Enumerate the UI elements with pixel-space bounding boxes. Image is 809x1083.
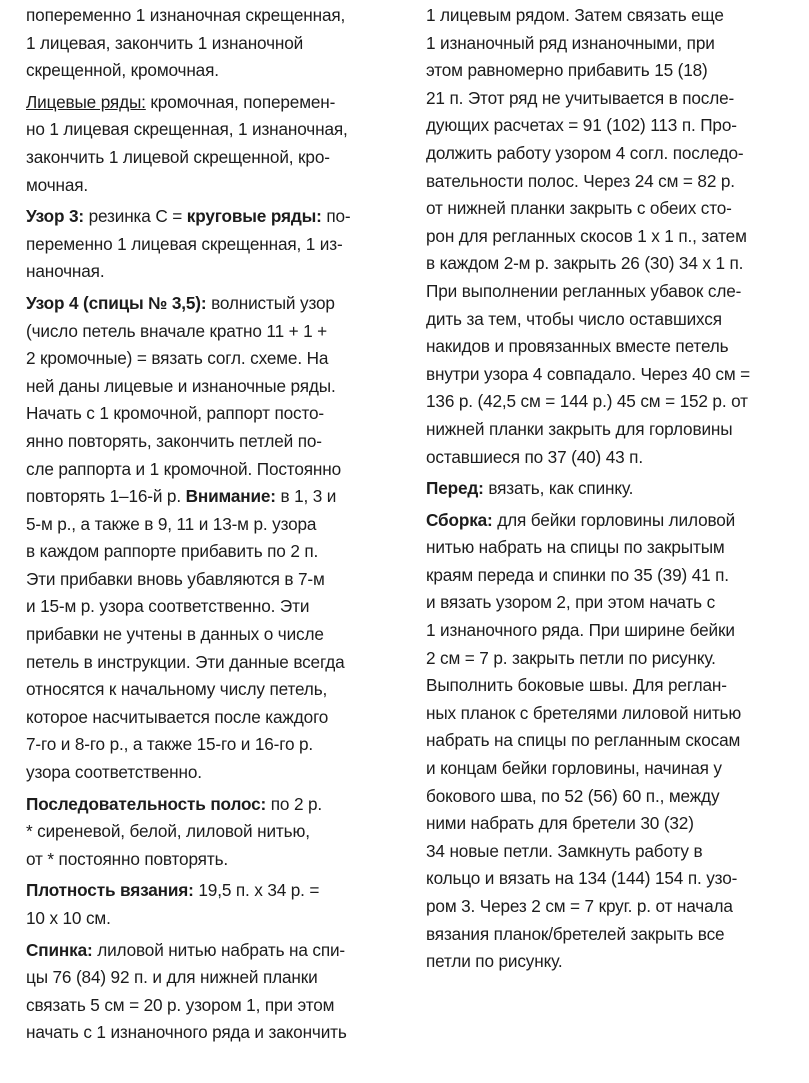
text-line: набрать на спицы по регланным скосам [426,730,741,751]
text-span: в 1, 3 и [275,486,337,507]
pattern-4-label: Узор 4 (спицы № 3,5): [26,292,207,313]
text-line: дить за тем, чтобы число оставшихся [426,308,722,329]
paragraph-back-continued [426,2,794,471]
gauge-label: Плотность вязания: [26,880,194,901]
text-line: в каждом раппорте прибавить по 2 п. [26,541,319,562]
paragraph-pattern-4 [26,290,394,787]
text-line: начать с 1 изнаночного ряда и закончить [26,1022,347,1043]
text-line: мочная. [26,174,89,195]
text-line: 7-го и 8-го р., а также 15-го и 16-го р. [26,734,314,755]
text-line: 34 новые петли. Замкнуть работу в [426,840,703,861]
text-line: 136 р. (42,5 см = 144 р.) 45 см = 152 р. от [426,391,748,412]
text-line: закончить 1 лицевой скрещенной, кро- [26,146,330,167]
assembly-label: Сборка: [426,509,493,530]
text-line: * сиреневой, белой, лиловой нитью, [26,821,310,842]
text-line: внутри узора 4 совпадало. Через 40 см = [426,363,751,384]
text-line: ных планок с бретелями лиловой нитью [426,702,742,723]
back-label: Спинка: [26,939,93,960]
text-line: 10 х 10 см. [26,908,111,928]
text-line: Начать с 1 кромочной, раппорт посто- [26,403,324,424]
text-line: оставшиеся по 37 (40) 43 п. [426,446,643,467]
text-line: но 1 лицевая скрещенная, 1 изнаночная, [26,119,348,140]
text-line: и вязать узором 2, при этом начать с [426,592,716,613]
text-line: которое насчитывается после каждого [26,706,329,727]
paragraph-assembly [426,507,794,976]
text-span: 19,5 п. х 34 р. = [193,880,320,901]
front-rows-label: Лицевые ряды: [26,91,146,112]
text-line: попеременно 1 изнаночная скрещенная, [26,5,346,25]
text-line: ней даны лицевые и изнаночные ряды. [26,375,336,396]
text-span: повторять 1–16-й р. [26,486,186,507]
text-line: ними набрать для бретели 30 (32) [426,813,694,834]
text-line: переменно 1 лицевая скрещенная, 1 из- [26,233,343,254]
line-group [26,511,394,787]
text-line: 5-м р., а также в 9, 11 и 13-м р. узора [26,513,317,534]
stripe-sequence-label: Последовательность полос: [26,793,267,814]
line-group [426,534,794,976]
text-line: При выполнении регланных убавок сле- [426,280,742,301]
text-line: и 15-м р. узора соответственно. Эти [26,596,310,617]
attention-label: Внимание: [185,486,276,507]
line-group [26,116,394,199]
paragraph-back [26,937,394,1047]
line-group [26,818,394,873]
text-span: по- [321,206,351,227]
paragraph-front [426,475,794,503]
text-line: 1 лицевым рядом. Затем связать еще [426,5,724,25]
text-line: вязания планок/бретелей закрыть все [426,923,725,944]
line-group [26,905,394,933]
text-span: лиловой нитью набрать на спи- [92,939,346,960]
paragraph-gauge [26,877,394,932]
circular-rows-label: круговые ряды: [186,206,322,227]
text-line: наночная. [26,261,105,282]
text-line: 1 изнаночного ряда. При ширине бейки [426,620,735,641]
text-line: должить работу узором 4 согл. последо- [426,142,744,163]
text-line: кольцо и вязать на 134 (144) 154 п. узо- [426,868,738,889]
text-line: узора соответственно. [26,762,202,783]
text-line: петель в инструкции. Эти данные всегда [26,651,345,672]
text-line: вательности полос. Через 24 см = 82 р. [426,170,735,191]
text-line: в каждом 2-м р. закрыть 26 (30) 34 х 1 п. [426,253,744,274]
text-line: нижней планки закрыть для горловины [426,418,733,439]
left-column [26,2,394,1047]
text-line: 1 лицевая, закончить 1 изнаночной [26,32,304,53]
text-line: и концам бейки горловины, начиная у [426,758,722,779]
paragraph-intro [26,2,394,85]
text-line: петли по рисунку. [426,951,563,972]
text-span: резинка С = [83,206,187,227]
text-line: этом равномерно прибавить 15 (18) [426,60,708,81]
text-line: Выполнить боковые швы. Для реглан- [426,675,727,696]
text-line: (число петель вначале кратно 11 + 1 + [26,320,328,341]
text-line: рон для регланных скосов 1 х 1 п., затем [426,225,747,246]
text-line: 1 изнаночный ряд изнаночными, при [426,32,715,53]
text-line: краям переда и спинки по 35 (39) 41 п. [426,564,729,585]
text-line: от * постоянно повторять. [26,848,228,869]
text-span: для бейки горловины лиловой [492,509,736,530]
text-line: дующих расчетах = 91 (102) 113 п. Про- [426,115,737,136]
pattern-3-label: Узор 3: [26,206,84,227]
text-line: янно повторять, закончить петлей по- [26,430,322,451]
text-line: ром 3. Через 2 см = 7 круг. р. от начала [426,896,733,916]
paragraph-stripe-sequence [26,791,394,874]
paragraph-pattern-3 [26,203,394,286]
text-line: 2 см = 7 р. закрыть петли по рисунку. [426,647,716,668]
text-span: вязать, как спинку. [483,478,634,499]
text-line: относятся к начальному числу петель, [26,679,328,700]
front-label: Перед: [426,478,484,499]
text-span: по 2 р. [266,793,323,814]
text-line: 21 п. Этот ряд не учитывается в после- [426,87,735,108]
text-line: прибавки не учтены в данных о числе [26,624,324,645]
text-span: волнистый узор [206,292,335,313]
line-group [26,318,394,484]
text-line: связать 5 см = 20 р. узором 1, при этом [26,994,335,1015]
text-line: сле раппорта и 1 кромочной. Постоянно [26,458,341,479]
text-line: бокового шва, по 52 (56) 60 п., между [426,785,720,806]
text-line: от нижней планки закрыть с обеих сто- [426,198,732,219]
text-line: цы 76 (84) 92 п. и для нижней планки [26,967,318,988]
text-line: Эти прибавки вновь убавляются в 7-м [26,568,325,589]
text-span: кромочная, поперемен- [145,91,336,112]
text-line: нитью набрать на спицы по закрытым [426,537,725,558]
text-line: накидов и провязанных вместе петель [426,336,729,357]
right-column [426,2,794,976]
paragraph-front-rows [26,89,394,199]
line-group [26,231,394,286]
text-line: скрещенной, кромочная. [26,60,219,81]
line-group [26,964,394,1047]
text-line: 2 кромочные) = вязать согл. схеме. На [26,348,329,369]
